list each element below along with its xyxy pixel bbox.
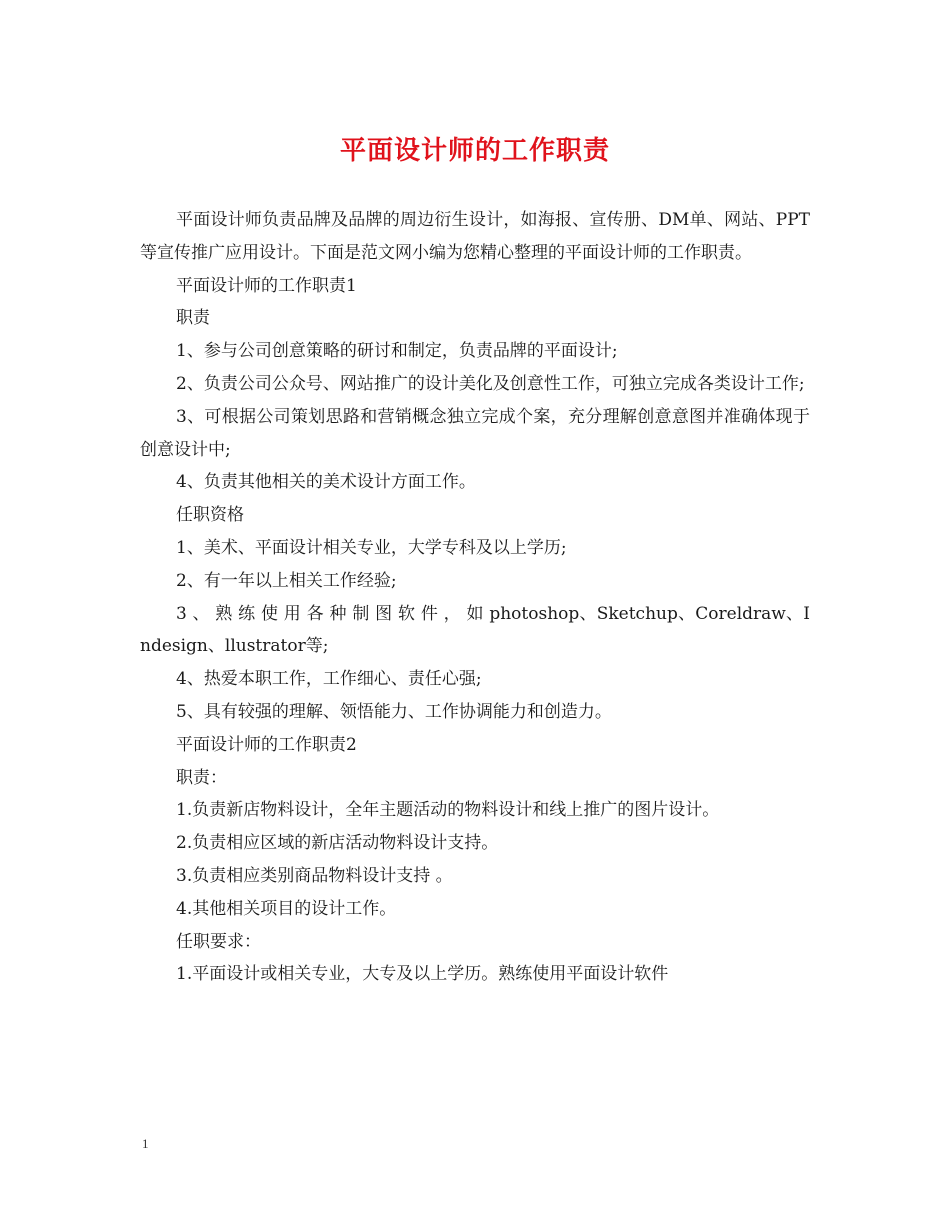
list-item: 2、负责公司公众号、网站推广的设计美化及创意性工作，可独立完成各类设计工作; <box>176 373 805 394</box>
subheading-requirements: 任职要求： <box>176 931 261 952</box>
list-item: 1、参与公司创意策略的研讨和制定，负责品牌的平面设计; <box>176 341 618 362</box>
subheading-duties: 职责： <box>176 767 227 788</box>
subheading-qualifications: 任职资格 <box>176 505 244 526</box>
section-heading-1: 平面设计师的工作职责1 <box>176 275 357 296</box>
list-item: 3、可根据公司策划思路和营销概念独立完成个案，充分理解创意意图并准确体现于创意设计中; <box>140 406 810 460</box>
list-item: 1.负责新店物料设计，全年主题活动的物料设计和线上推广的图片设计。 <box>176 800 720 821</box>
list-item: 4、负责其他相关的美术设计方面工作。 <box>176 472 476 493</box>
list-item: 1、美术、平面设计相关专业，大学专科及以上学历; <box>176 537 567 558</box>
list-item: 5、具有较强的理解、领悟能力、工作协调能力和创造力。 <box>176 701 612 722</box>
list-item: 2、有一年以上相关工作经验; <box>176 570 397 591</box>
list-item: 3.负责相应类别商品物料设计支持 。 <box>176 865 453 886</box>
list-item: 4.其他相关项目的设计工作。 <box>176 898 397 919</box>
document-title: 平面设计师的工作职责 <box>339 136 610 166</box>
list-item: 3 、 熟 练 使 用 各 种 制 图 软 件 ， 如 photoshop、Sketchup、Coreldraw、Indesign、llustrator等; <box>140 603 810 657</box>
list-item: 2.负责相应区域的新店活动物料设计支持。 <box>176 833 499 854</box>
subheading-duties: 职责 <box>176 308 210 329</box>
document-body <box>140 204 810 991</box>
section-heading-2: 平面设计师的工作职责2 <box>176 734 357 755</box>
list-item: 4、热爱本职工作，工作细心、责任心强; <box>176 669 482 690</box>
page-number: 1 <box>142 1136 149 1151</box>
list-item: 1.平面设计或相关专业，大专及以上学历。熟练使用平面设计软件 <box>176 964 669 985</box>
intro-paragraph: 平面设计师负责品牌及品牌的周边衍生设计，如海报、宣传册、DM单、网站、PPT等宣传推广应用设计。下面是范文网小编为您精心整理的平面设计师的工作职责。 <box>140 210 810 263</box>
